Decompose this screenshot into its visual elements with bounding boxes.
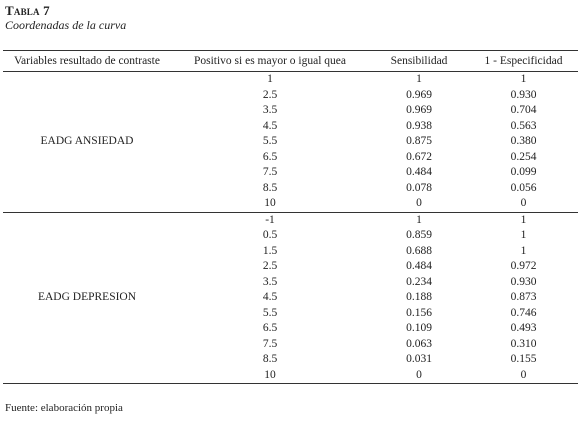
one-minus-specificity-cell: 0.155 [510, 353, 537, 365]
cutoff-cell: 7.5 [262, 337, 278, 350]
cutoff-cell: 5.5 [262, 306, 278, 319]
cutoff-cell: 3.5 [262, 104, 278, 116]
group-label: EADG ANSIEDAD [3, 72, 171, 213]
sensitivity-cell: 0.969 [406, 104, 432, 116]
one-minus-specificity-cell: 0.873 [510, 291, 537, 303]
one-minus-specificity-cell: 0.746 [510, 306, 537, 319]
table-row [3, 212, 578, 228]
sensitivity-cell: 0.234 [406, 275, 432, 288]
cutoff-cell: 2.5 [262, 88, 278, 101]
sensitivity-cell: 0.063 [406, 337, 432, 350]
sensitivity-cell: 0.188 [406, 291, 432, 303]
sensitivity-cell: 0.156 [406, 306, 432, 319]
sensitivity-cell: 0 [369, 196, 469, 212]
one-minus-specificity-cell: 0.930 [510, 275, 537, 288]
sensitivity-cell: 0.484 [406, 260, 432, 272]
cutoff-cell: 2.5 [262, 260, 278, 272]
sensitivity-cell: 0.484 [406, 166, 432, 178]
one-minus-specificity-cell: 0.972 [510, 260, 537, 272]
one-minus-specificity-cell: 0 [469, 368, 578, 384]
sensitivity-cell: 0.688 [406, 244, 432, 257]
table-row [3, 72, 578, 88]
sensitivity-cell: 0.031 [406, 353, 432, 365]
one-minus-specificity-cell: 0.930 [510, 88, 537, 101]
column-header-sensitivity: Sensibilidad [369, 51, 469, 72]
cutoff-cell: 8.5 [262, 353, 278, 365]
sensitivity-cell: 0.875 [406, 135, 432, 147]
table-title: Tabla 7 [5, 3, 50, 18]
cutoff-cell: 1 [171, 72, 369, 88]
sensitivity-cell: 0.672 [406, 150, 432, 163]
cutoff-cell: 6.5 [262, 322, 278, 334]
cutoff-cell: -1 [171, 212, 369, 228]
cutoff-cell: 10 [171, 196, 369, 212]
one-minus-specificity-cell: 0.380 [510, 135, 537, 147]
cutoff-cell: 8.5 [262, 181, 278, 194]
sensitivity-cell: 0.109 [406, 322, 432, 334]
one-minus-specificity-cell: 1 [520, 244, 527, 257]
sensitivity-cell: 1 [369, 72, 469, 88]
cutoff-cell: 4.5 [262, 119, 278, 132]
column-header-cutoff: Positivo si es mayor o igual quea [171, 51, 369, 72]
sensitivity-cell: 0.859 [406, 229, 432, 241]
cutoff-cell: 0.5 [262, 229, 278, 241]
table-header-row [3, 51, 578, 72]
one-minus-specificity-cell: 0.099 [510, 166, 537, 178]
sensitivity-cell: 0 [369, 368, 469, 384]
table-body [3, 72, 578, 384]
cutoff-cell: 7.5 [262, 166, 278, 178]
one-minus-specificity-cell: 0.254 [510, 150, 537, 163]
one-minus-specificity-cell: 1 [469, 212, 578, 228]
one-minus-specificity-cell: 1 [469, 72, 578, 88]
roc-coordinates-table [3, 50, 578, 384]
table-subtitle: Coordenadas de la curva [5, 18, 127, 32]
one-minus-specificity-cell: 0.310 [510, 337, 537, 350]
one-minus-specificity-cell: 0.493 [510, 322, 537, 334]
sensitivity-cell: 0.969 [406, 88, 432, 101]
one-minus-specificity-cell: 0.056 [510, 181, 537, 194]
sensitivity-cell: 0.938 [406, 119, 432, 132]
one-minus-specificity-cell: 0 [469, 196, 578, 212]
column-header-variables: Variables resultado de contraste [3, 51, 171, 72]
group-label: EADG DEPRESION [3, 212, 171, 384]
sensitivity-cell: 1 [369, 212, 469, 228]
cutoff-cell: 5.5 [262, 135, 278, 147]
one-minus-specificity-cell: 0.704 [510, 104, 537, 116]
cutoff-cell: 10 [171, 368, 369, 384]
one-minus-specificity-cell: 0.563 [510, 119, 537, 132]
column-header-one-minus-specificity: 1 - Especificidad [469, 51, 578, 72]
one-minus-specificity-cell: 1 [520, 229, 527, 241]
sensitivity-cell: 0.078 [406, 181, 432, 194]
source-note: Fuente: elaboración propia [5, 402, 123, 414]
cutoff-cell: 4.5 [262, 291, 278, 303]
cutoff-cell: 6.5 [262, 150, 278, 163]
cutoff-cell: 3.5 [262, 275, 278, 288]
cutoff-cell: 1.5 [262, 244, 278, 257]
